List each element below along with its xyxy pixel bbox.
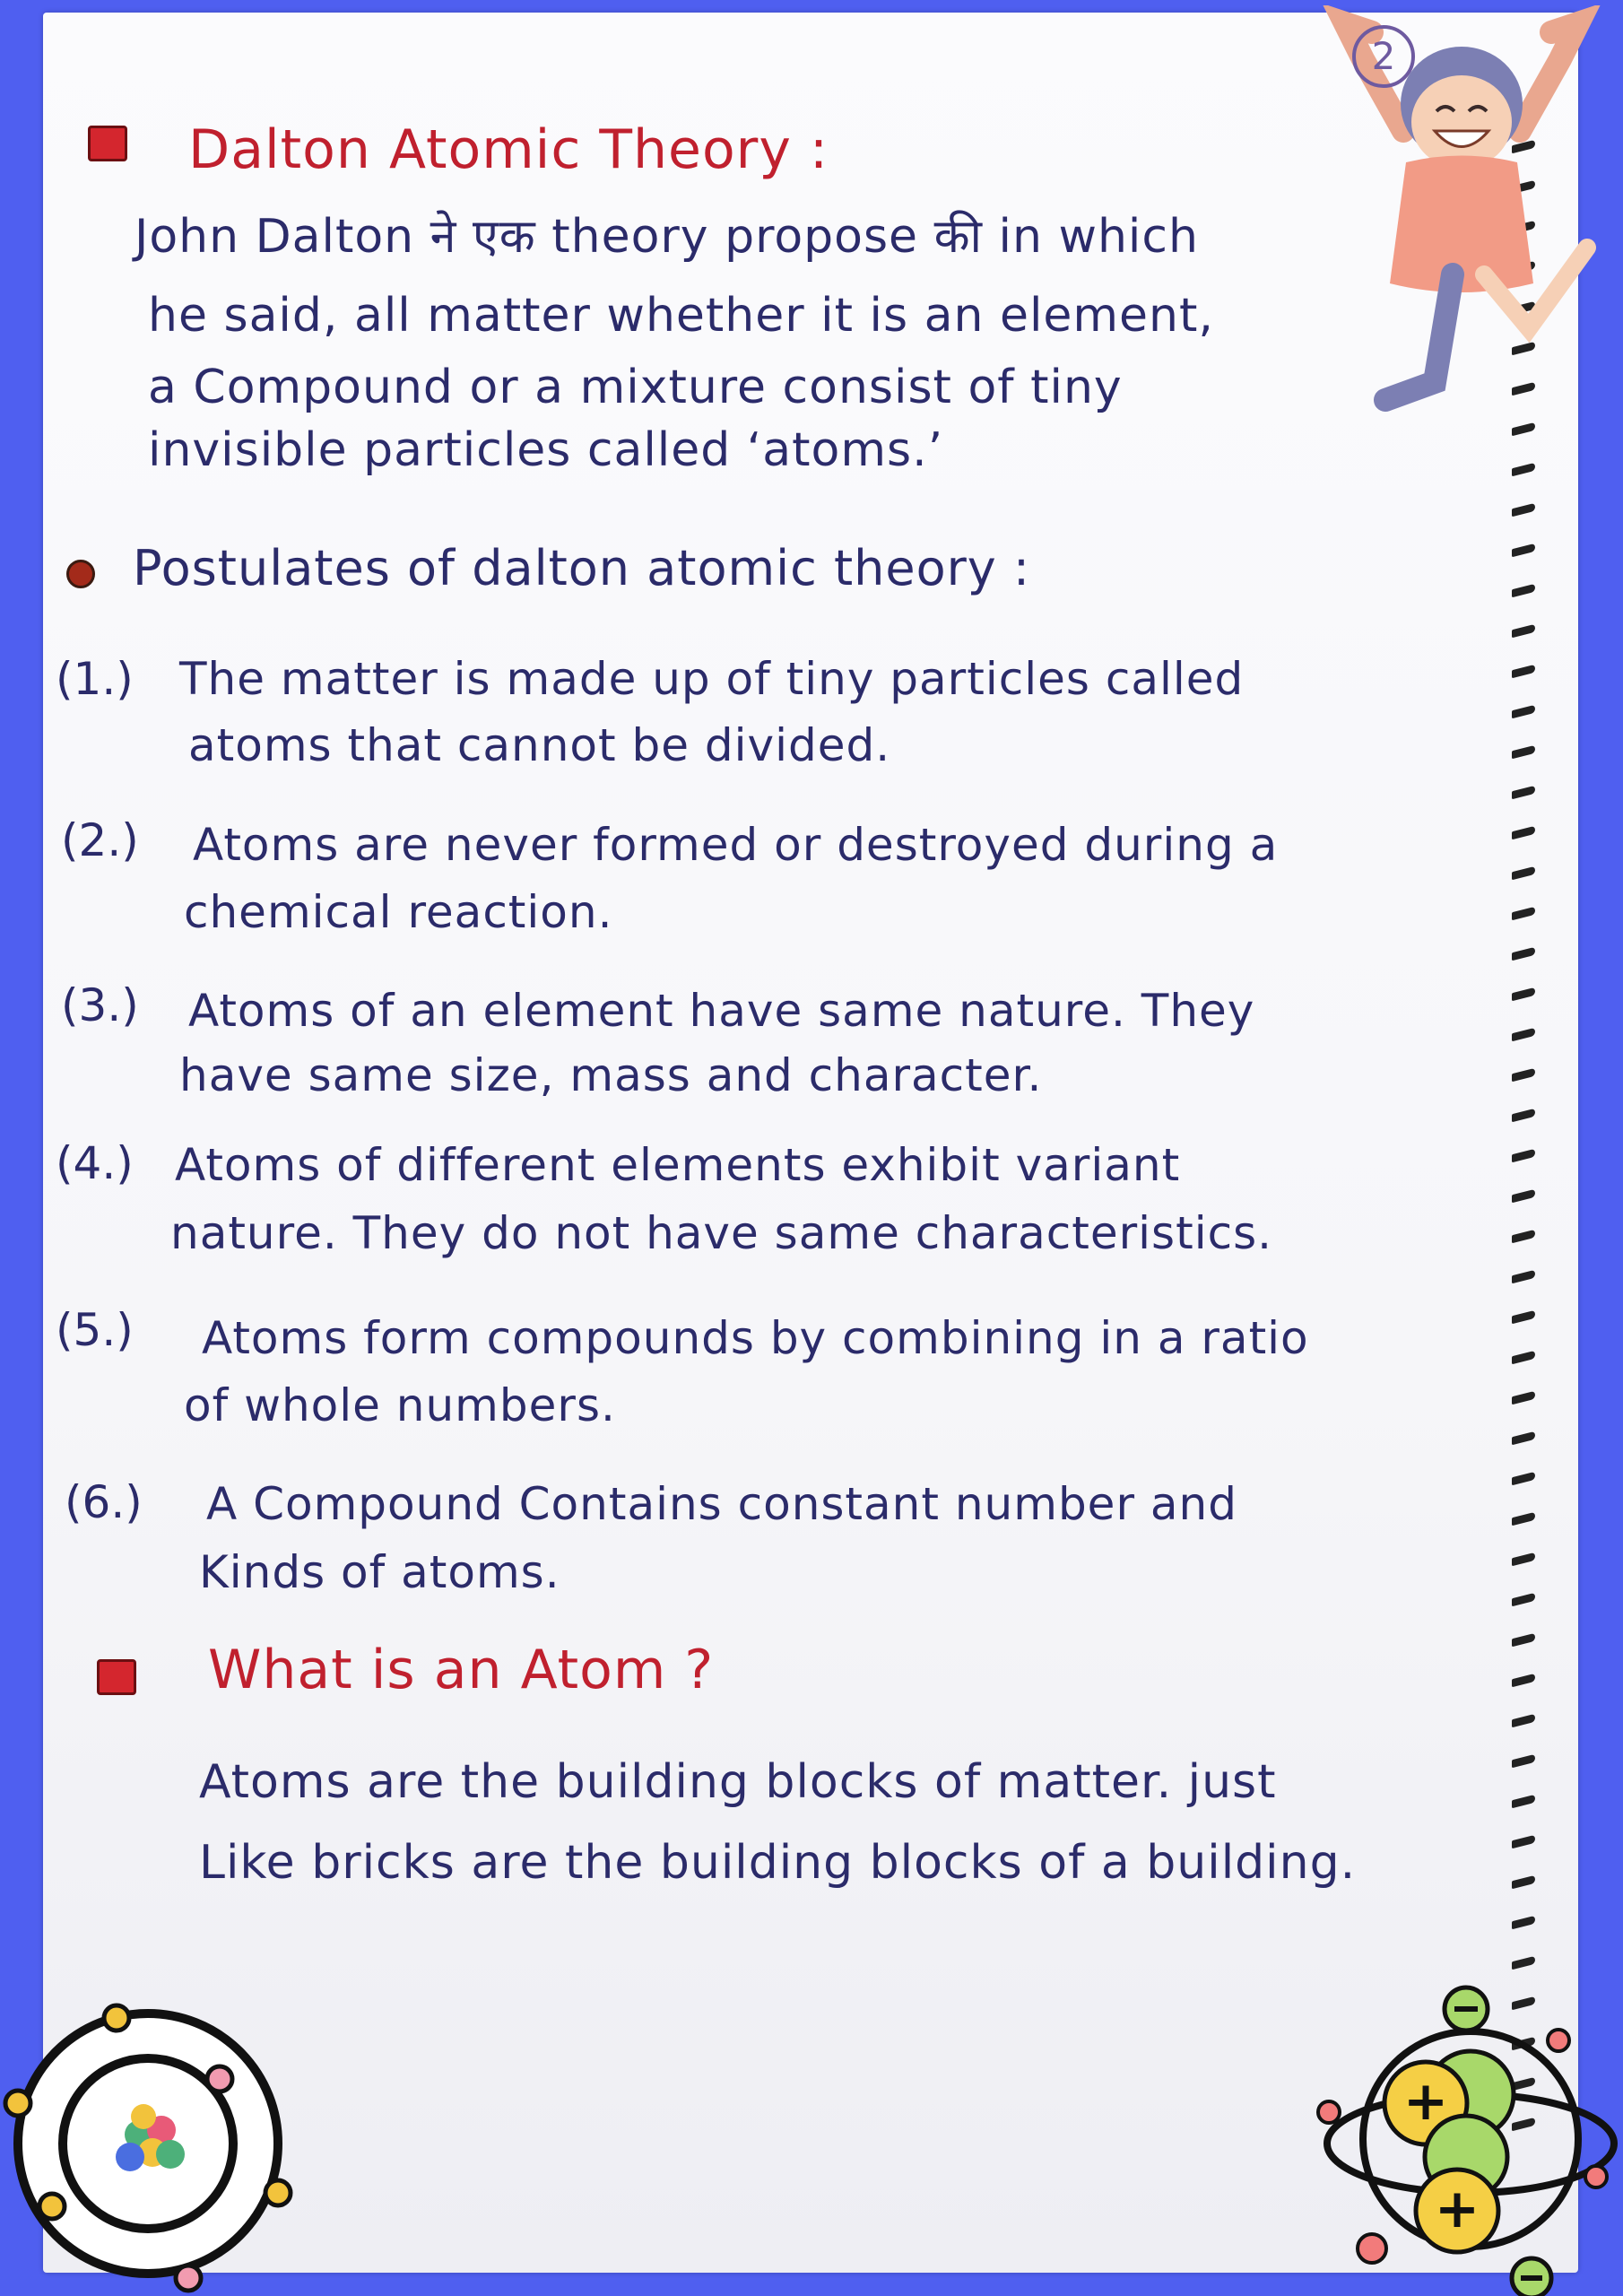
dalton-line-4: invisible particles called ‘atoms.’ (148, 423, 944, 477)
postulate-1-line-2: atoms that cannot be divided. (188, 719, 891, 771)
atom-illustration-left (0, 1982, 305, 2296)
section-bullet-icon (88, 126, 127, 161)
postulate-2-number: (2.) (61, 814, 139, 866)
postulate-6-line-1: A Compound Contains constant number and (206, 1478, 1237, 1530)
atom-line-2: Like bricks are the building blocks of a building. (199, 1836, 1357, 1890)
postulates-title: Postulates of dalton atomic theory : (133, 540, 1031, 596)
postulate-5-number: (5.) (56, 1304, 134, 1356)
page-number: 2 (1352, 25, 1415, 88)
postulate-2-line-1: Atoms are never formed or destroyed during a (193, 819, 1279, 871)
postulate-5-line-2: of whole numbers. (184, 1379, 616, 1431)
spiral-binding (1512, 102, 1539, 2219)
svg-text:+: + (1402, 2070, 1449, 2133)
atom-line-1: Atoms are the building blocks of matter. just (199, 1755, 1277, 1809)
dalton-line-3: a Compound or a mixture consist of tiny (148, 361, 1123, 414)
atom-illustration-right (1309, 1969, 1623, 2296)
postulate-1-line-1: The matter is made up of tiny particles called (179, 653, 1245, 705)
postulate-3-number: (3.) (61, 979, 139, 1031)
svg-text:+: + (1434, 2178, 1480, 2240)
dalton-title: Dalton Atomic Theory : (188, 118, 829, 181)
postulate-6-number: (6.) (65, 1476, 143, 1528)
postulate-2-line-2: chemical reaction. (184, 886, 613, 938)
postulate-4-line-1: Atoms of different elements exhibit variant (175, 1139, 1181, 1191)
atom-section-bullet-icon (97, 1659, 136, 1695)
dalton-line-2: he said, all matter whether it is an element, (148, 289, 1214, 343)
postulate-4-number: (4.) (56, 1137, 134, 1189)
atom-title: What is an Atom ? (208, 1639, 715, 1701)
dalton-line-1: John Dalton ने एक theory propose की in which (135, 210, 1199, 264)
postulate-3-line-1: Atoms of an element have same nature. They (188, 985, 1255, 1037)
postulates-bullet-icon (66, 560, 95, 588)
postulate-6-line-2: Kinds of atoms. (199, 1546, 560, 1598)
postulate-1-number: (1.) (56, 653, 134, 705)
postulate-4-line-2: nature. They do not have same characteristics. (170, 1207, 1273, 1259)
postulate-3-line-2: have same size, mass and character. (179, 1049, 1043, 1101)
postulate-5-line-1: Atoms form compounds by combining in a ratio (202, 1312, 1309, 1364)
